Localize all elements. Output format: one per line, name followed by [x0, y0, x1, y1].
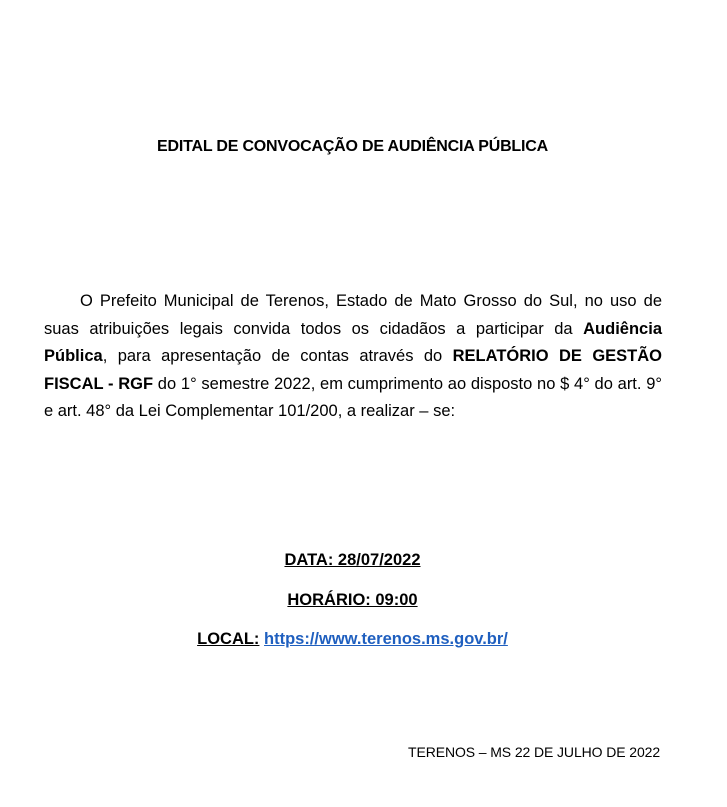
date-text: DATA: 28/07/2022 [284, 551, 421, 569]
local-line [0, 630, 705, 649]
local-link[interactable]: https://www.terenos.ms.gov.br/ [264, 630, 508, 648]
paragraph-text-1: O Prefeito Municipal de Terenos, Estado de Mato Grosso do Sul, no uso de suas atribuições legais convida todos os cidadãos a participar da [44, 292, 662, 338]
time-line [0, 591, 705, 610]
paragraph-text-2: , para apresentação de contas através do [102, 347, 453, 365]
paragraph-bold-audiencia: Audiência Pública [44, 319, 662, 365]
paragraph-bold-rgf: RELATÓRIO DE GESTÃO FISCAL - RGF [44, 347, 663, 393]
document-title: EDITAL DE CONVOCAÇÃO DE AUDIÊNCIA PÚBLICA [157, 138, 548, 155]
local-label: LOCAL: [197, 630, 260, 648]
footer-date-place: TERENOS – MS 22 DE JULHO DE 2022 [408, 744, 660, 760]
time-text: HORÁRIO: 09:00 [287, 591, 418, 609]
paragraph-text-3: do 1° semestre 2022, em cumprimento ao disposto no $ 4° do art. 9° e art. 48° da Lei Complementar 101/200, a realizar – se: [44, 374, 662, 420]
date-line [0, 551, 705, 570]
convocation-paragraph [44, 288, 662, 426]
